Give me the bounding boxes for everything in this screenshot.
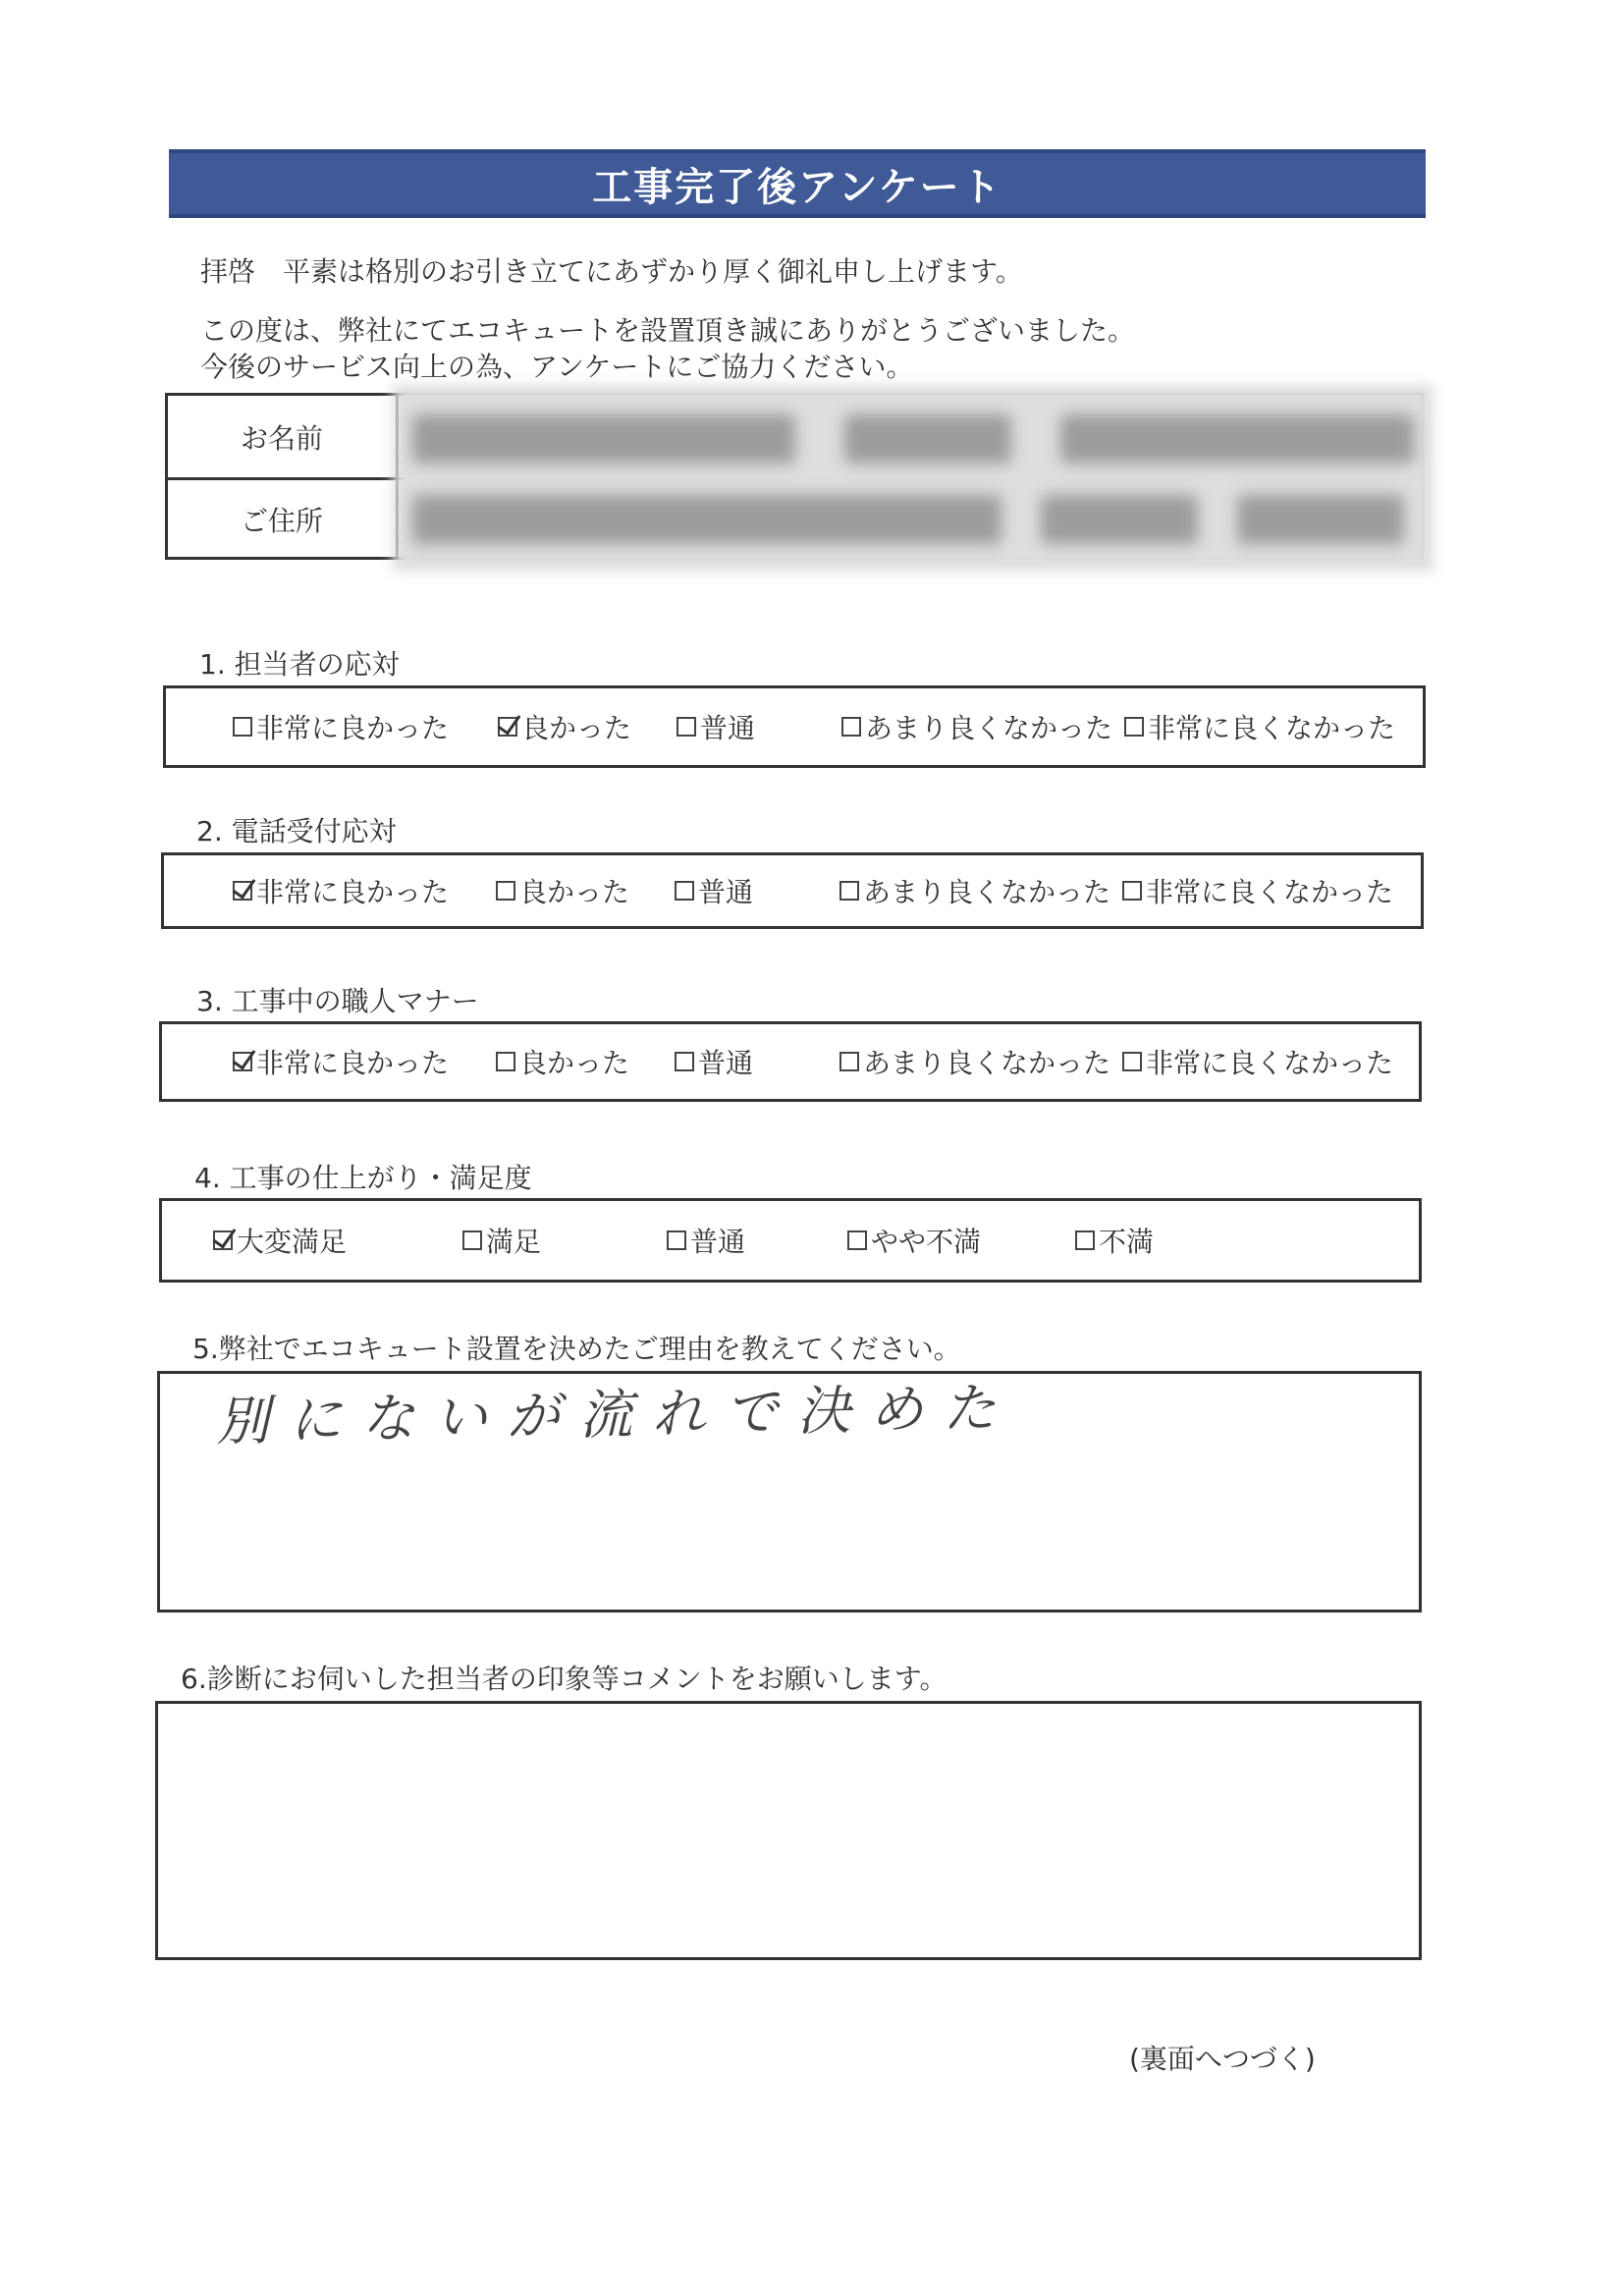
q1-option-good[interactable]: 良かった	[498, 707, 631, 746]
q4-option-dissatisfied[interactable]: 不満	[1075, 1221, 1154, 1260]
q4-option-normal[interactable]: 普通	[667, 1221, 745, 1260]
q4-option-very-satisfied[interactable]: 大変満足	[213, 1221, 347, 1260]
checkbox-checked[interactable]	[233, 1052, 252, 1071]
q4-option-satisfied[interactable]: 満足	[462, 1221, 541, 1260]
q2-option-not-good[interactable]: あまり良くなかった	[839, 871, 1110, 910]
page-title: 工事完了後アンケート	[592, 164, 1002, 210]
checkbox[interactable]	[839, 1052, 859, 1071]
q1-option-normal[interactable]: 普通	[677, 707, 755, 746]
continue-on-back-note: (裏面へつづく)	[1129, 2043, 1316, 2075]
q2-option-good[interactable]: 良かった	[496, 871, 629, 910]
intro-request: 今後のサービス向上の為、アンケートにご協力ください。	[200, 351, 914, 383]
q5-title: 5.弊社でエコキュート設置を決めたご理由を教えてください。	[192, 1333, 961, 1365]
checkbox[interactable]	[667, 1230, 686, 1250]
checkbox[interactable]	[1122, 1052, 1142, 1071]
checkbox[interactable]	[841, 717, 861, 737]
checkbox-checked[interactable]	[213, 1230, 233, 1250]
checkbox-checked[interactable]	[233, 881, 252, 901]
q3-title: 3. 工事中の職人マナー	[196, 985, 479, 1017]
intro-thanks: この度は、弊社にてエコキュートを設置頂き誠にありがとうございました。	[200, 314, 1136, 347]
q4-option-somewhat-dissatisfied[interactable]: やや不満	[847, 1221, 981, 1260]
q3-option-good[interactable]: 良かった	[496, 1042, 629, 1081]
checkbox[interactable]	[233, 717, 252, 737]
checkbox[interactable]	[839, 881, 859, 901]
q4-title: 4. 工事の仕上がり・満足度	[194, 1162, 532, 1194]
q2-title: 2. 電話受付応対	[196, 815, 397, 847]
q1-option-very-good[interactable]: 非常に良かった	[233, 707, 449, 746]
q3-option-very-good[interactable]: 非常に良かった	[233, 1042, 449, 1081]
q3-option-not-good[interactable]: あまり良くなかった	[839, 1042, 1110, 1081]
q4-options	[159, 1198, 1422, 1283]
q1-option-not-good[interactable]: あまり良くなかった	[841, 707, 1112, 746]
checkbox-checked[interactable]	[498, 717, 517, 737]
q3-options	[159, 1021, 1422, 1102]
q5-handwritten-answer: 別にないが流れで決めた	[215, 1376, 1016, 1453]
checkbox[interactable]	[847, 1230, 867, 1250]
checkbox[interactable]	[1124, 717, 1144, 737]
q6-title: 6.診断にお伺いした担当者の印象等コメントをお願いします。	[181, 1663, 947, 1695]
q1-options	[163, 685, 1426, 768]
q1-option-very-bad[interactable]: 非常に良くなかった	[1124, 707, 1395, 746]
q1-title: 1. 担当者の応対	[199, 648, 400, 681]
checkbox[interactable]	[675, 881, 694, 901]
q2-option-normal[interactable]: 普通	[675, 871, 753, 910]
checkbox[interactable]	[677, 717, 696, 737]
checkbox[interactable]	[1075, 1230, 1095, 1250]
checkbox[interactable]	[462, 1230, 482, 1250]
q2-option-very-good[interactable]: 非常に良かった	[233, 871, 449, 910]
checkbox[interactable]	[675, 1052, 694, 1071]
q2-options	[161, 852, 1424, 929]
q6-answer-box[interactable]	[155, 1701, 1422, 1960]
q3-option-very-bad[interactable]: 非常に良くなかった	[1122, 1042, 1393, 1081]
checkbox[interactable]	[496, 1052, 515, 1071]
q2-option-very-bad[interactable]: 非常に良くなかった	[1122, 871, 1393, 910]
address-label: ご住所	[168, 478, 399, 560]
checkbox[interactable]	[1122, 881, 1142, 901]
checkbox[interactable]	[496, 881, 515, 901]
title-bar	[169, 149, 1426, 218]
intro-greeting: 拝啓 平素は格別のお引き立てにあずかり厚く御礼申し上げます。	[200, 255, 1023, 288]
redacted-customer-info	[393, 385, 1434, 572]
name-label: お名前	[168, 396, 399, 477]
q3-option-normal[interactable]: 普通	[675, 1042, 753, 1081]
